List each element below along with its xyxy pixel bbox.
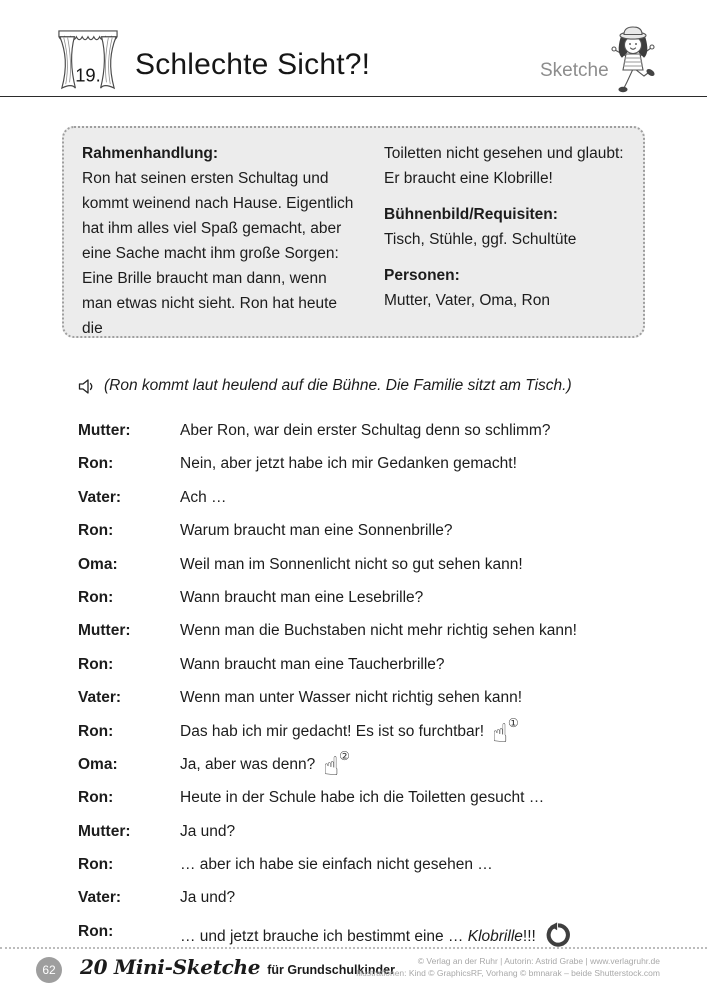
dialogue-line: Weil man im Sonnenlicht nicht so gut sehen kann! xyxy=(180,555,523,573)
dialogue-row xyxy=(78,715,648,755)
dialogue-row xyxy=(78,488,648,521)
speaker-name: Ron: xyxy=(78,588,114,606)
speaker-name: Vater: xyxy=(78,488,122,506)
frame-story-heading: Rahmenhandlung: xyxy=(82,145,219,162)
dialogue-line: Wann braucht man eine Lesebrille? xyxy=(180,588,424,606)
persons-heading: Personen: xyxy=(384,267,460,284)
speaker-name: Ron: xyxy=(78,856,114,874)
dialogue-line: Wann braucht man eine Taucherbrille? xyxy=(180,655,445,673)
stage-props-text: Tisch, Stühle, ggf. Schultüte xyxy=(384,231,577,248)
frame-story-text: Ron hat seinen ersten Schultag und kommt weinend nach Hause. Eigentlich hat ihm alles viel Spaß gemacht, aber eine Sache macht ihm große Sorgen: Eine Brille braucht man dann, wenn man etwas nicht sieht. Ron hat heute die xyxy=(82,170,354,337)
dialogue-row xyxy=(78,621,648,654)
dialogue-line: Wenn man die Buchstaben nicht mehr richtig sehen kann! xyxy=(180,622,577,640)
speaker-name: Vater: xyxy=(78,689,122,707)
stage-direction-text: (Ron kommt laut heulend auf die Bühne. Die Familie sitzt am Tisch.) xyxy=(104,377,572,394)
footer-divider xyxy=(0,947,707,949)
sketch-number: 19. xyxy=(75,64,101,86)
info-box-left-column xyxy=(82,141,358,337)
footnote-marker: ① xyxy=(507,715,519,730)
header-divider xyxy=(0,96,707,97)
dialogue-line: Ja und? xyxy=(180,822,236,840)
speaker-name: Mutter: xyxy=(78,422,131,439)
dialogue-row xyxy=(78,655,648,688)
speaker-name: Ron: xyxy=(78,655,114,673)
dialogue-line: Ja und? xyxy=(180,889,236,907)
speaker-name: Ron: xyxy=(78,522,114,540)
dialogue-row xyxy=(78,922,648,955)
speaker-name: Ron: xyxy=(78,789,114,807)
speaker-name: Oma: xyxy=(78,755,118,773)
dialogue-line: Warum braucht man eine Sonnenbrille? xyxy=(180,522,453,540)
category-label: Sketche xyxy=(540,60,609,81)
page-number: 62 xyxy=(42,963,56,977)
dialogue-line xyxy=(180,715,648,749)
dialogue-line: Nein, aber jetzt habe ich mir Gedanken gemacht! xyxy=(180,455,517,473)
dialogue-row xyxy=(78,788,648,821)
stage-props-heading: Bühnenbild/Requisiten: xyxy=(384,206,558,223)
dialogue-row xyxy=(78,748,648,788)
series-subtitle: für Grundschulkinder xyxy=(267,963,395,977)
page-number-badge xyxy=(36,957,62,983)
dialogue-row xyxy=(78,588,648,621)
info-box-right-column xyxy=(384,141,625,326)
replay-icon xyxy=(545,922,571,948)
dialogue-line xyxy=(180,748,648,782)
curtain-icon xyxy=(57,28,119,92)
dialogue xyxy=(78,421,648,955)
persons-text: Mutter, Vater, Oma, Ron xyxy=(384,292,550,309)
credits xyxy=(356,956,660,979)
speaker-name: Ron: xyxy=(78,722,114,740)
dialogue-line: Wenn man unter Wasser nicht richtig sehen kann! xyxy=(180,689,523,707)
dialogue-text: … und jetzt brauche ich bestimmt eine … xyxy=(180,927,468,945)
speaker-name: Vater: xyxy=(78,889,122,907)
dialogue-line: … aber ich habe sie einfach nicht gesehen … xyxy=(180,856,493,874)
series-title-group xyxy=(80,955,395,979)
girl-illustration xyxy=(604,24,662,96)
speaker-name: Oma: xyxy=(78,555,118,573)
dialogue-row xyxy=(78,688,648,721)
dialogue-line: Aber Ron, war dein erster Schultag denn so schlimm? xyxy=(180,422,551,439)
speaker-icon xyxy=(78,378,95,395)
dialogue-row xyxy=(78,888,648,921)
info-box xyxy=(62,126,645,338)
footnote-marker: ② xyxy=(339,748,350,763)
stage-props-block xyxy=(384,202,625,252)
credits-line-1: © Verlag an der Ruhr | Autorin: Astrid Grabe | www.verlagruhr.de xyxy=(417,956,660,966)
credits-line-2: Illustrationen: Kind © GraphicsRF, Vorhang © bmnarak – beide Shutterstock.com xyxy=(355,967,660,978)
dialogue-text: Das hab ich mir gedacht! Es ist so furchtbar! xyxy=(180,722,485,740)
dialogue-row xyxy=(78,822,648,855)
page-title: Schlechte Sicht?! xyxy=(135,48,371,81)
dialogue-row xyxy=(78,855,648,888)
dialogue-row xyxy=(78,454,648,487)
speaker-name: Mutter: xyxy=(78,822,131,840)
dialogue-text: Ja, aber was denn? xyxy=(180,755,316,773)
series-title: 20 Mini-Sketche xyxy=(80,955,261,979)
pointing-hand-icon: ☝ xyxy=(323,751,340,782)
dialogue-text-italic: Klobrille xyxy=(467,927,523,945)
speaker-name: Mutter: xyxy=(78,622,131,640)
persons-block xyxy=(384,263,625,313)
dialogue-row xyxy=(78,521,648,554)
dialogue-text-after: !!! xyxy=(522,927,536,945)
stage-direction xyxy=(78,377,572,395)
frame-story-continuation: Toiletten nicht gesehen und glaubt: Er braucht eine Klobrille! xyxy=(384,145,624,187)
dialogue-line: Heute in der Schule habe ich die Toiletten gesucht … xyxy=(180,789,545,807)
dialogue-line xyxy=(180,922,648,948)
speaker-name: Ron: xyxy=(78,455,114,473)
dialogue-row xyxy=(78,421,648,454)
pointing-hand-icon: ☝ xyxy=(492,718,508,749)
dialogue-line: Ach … xyxy=(180,488,227,506)
speaker-name: Ron: xyxy=(78,922,114,940)
dialogue-row xyxy=(78,555,648,588)
